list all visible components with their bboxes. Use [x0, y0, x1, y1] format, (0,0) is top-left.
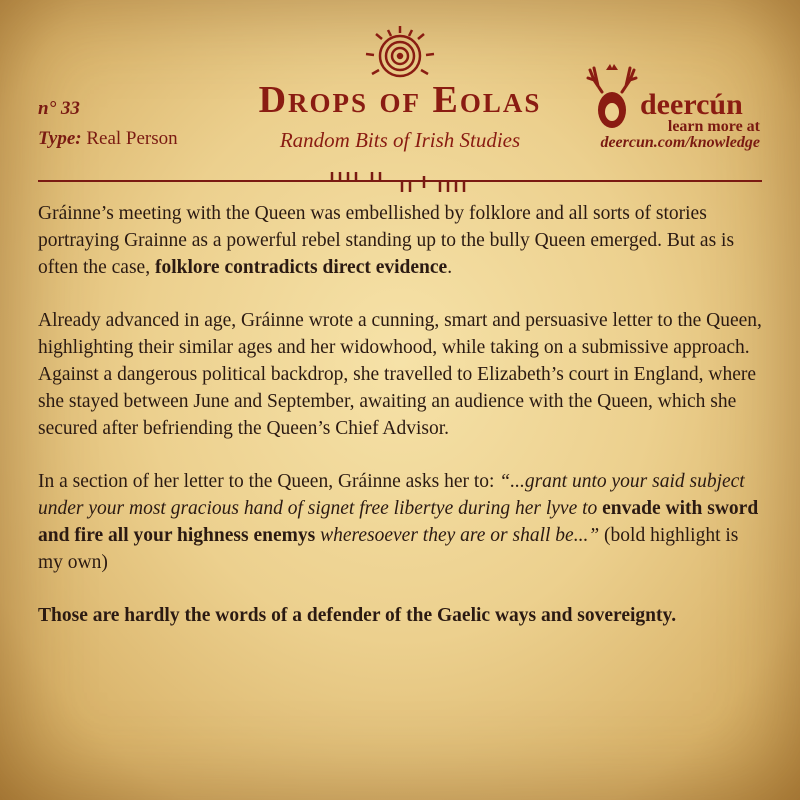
p3-end: (bold highlight is my own)	[38, 525, 739, 573]
brand-name: deercún	[640, 88, 743, 121]
learn-more-text: learn more at	[667, 118, 760, 135]
spiral-sun-icon	[352, 22, 448, 84]
p1-text: Gráinne’s meeting with the Queen was embellished by folklore and all sorts of stories portraying Grainne as a powerful rebel standing up to the bully Queen emerged. But as is often the case,	[38, 203, 735, 278]
issue-number: n° 33	[38, 98, 80, 119]
type-value: Real Person	[86, 128, 178, 149]
article-body	[38, 200, 764, 655]
page-title: Drops of Eolas	[258, 79, 542, 121]
ogham-divider-icon	[328, 168, 472, 194]
p1-bold-text: folklore contradicts direct evidence	[154, 257, 448, 278]
type-line	[38, 128, 178, 150]
paragraph-1	[38, 200, 764, 281]
paragraph-3	[38, 468, 764, 576]
p1-end: .	[447, 257, 453, 278]
p3-quote-2: wheresoever they are or shall be...”	[315, 525, 600, 546]
p3-quote-1: “...grant unto your said subject under your most gracious hand of signet free libertye during her lyve to	[38, 471, 745, 519]
p3-text: In a section of her letter to the Queen, Gráinne asks her to:	[38, 471, 500, 492]
p3-bold-quote: envade with sword and fire all your highness enemys	[38, 498, 759, 546]
deer-logo-icon	[584, 62, 640, 134]
type-label: Type:	[38, 128, 82, 149]
paragraph-2: Already advanced in age, Gráinne wrote a cunning, smart and persuasive letter to the Queen, highlighting their similar ages and her widowhood, while taking on a submissive approach. Against a dangerous political backdrop, she travelled to Elizabeth’s court in England, where she stayed between June and September, awaiting an audience with the Queen, which she secured after befriending the Queen’s Chief Advisor.	[38, 310, 762, 439]
p4-bold-text: Those are hardly the words of a defender of the Gaelic ways and sovereignty.	[38, 605, 677, 626]
paragraph-4	[38, 602, 764, 629]
page-subtitle: Random Bits of Irish Studies	[279, 128, 521, 152]
website-link[interactable]: deercun.com/knowledge	[600, 134, 760, 151]
